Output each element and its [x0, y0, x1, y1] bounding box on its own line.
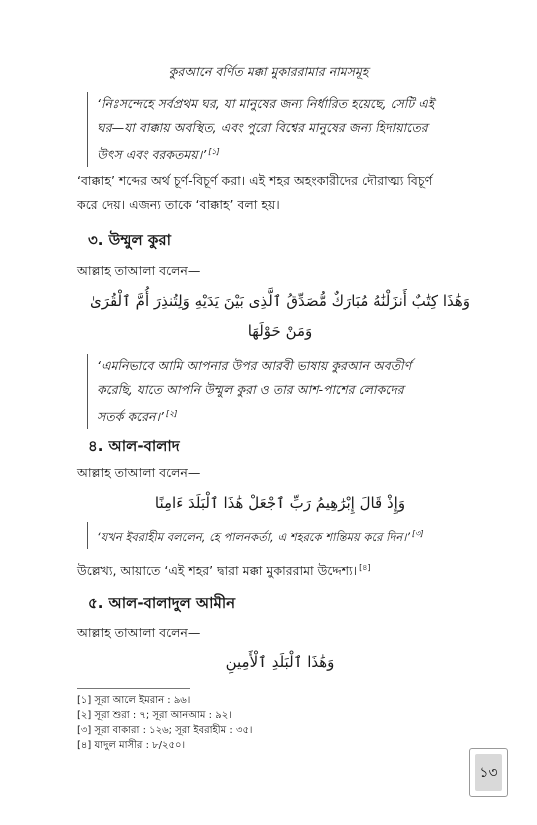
quote-line: উৎস এবং বরকতময়।’ [১]	[97, 147, 220, 163]
footnote-divider	[77, 688, 190, 689]
para-line: ‘বাক্কাহ’ শব্দের অর্থ চূর্ণ-বিচূর্ণ করা। এই শহর অহংকারীদের দৌরাত্ম্য বিচূর্ণ	[77, 173, 433, 188]
footnote-ref: [১]	[208, 147, 220, 156]
footnote: [১] সূরা আলে ইমরান : ৯৬।	[77, 695, 191, 706]
quote-line: করেছি, যাতে আপনি উম্মুল কুরা ও তার আশ-পাশের লোকদের	[97, 382, 404, 397]
section-heading-al-balad: ৪. আল-বালাদ	[88, 437, 180, 455]
quote-line: ‘নিঃসন্দেহে সর্বপ্রথম ঘর, যা মানুষের জন্য নির্ধারিত হয়েছে, সেটি এই	[97, 96, 435, 111]
paragraph-note: উল্লেখ্য, আয়াতে ‘এই শহর’ দ্বারা মক্কা মুকাররামা উদ্দেশ্য। [৪]	[77, 563, 371, 579]
paragraph-bakkah-meaning	[77, 169, 485, 217]
footnote: [৩] সূরা বাকারা : ১২৬; সূরা ইবরাহীম : ৩৫।	[77, 725, 253, 736]
footnote-ref: [৩]	[412, 529, 424, 538]
footnote: [২] সূরা শুরা : ৭; সূরা আনআম : ৯২।	[77, 710, 232, 721]
arabic-verse: وَهَٰذَا كِتَٰبٌ أَنزَلْنَٰهُ مُبَارَكٌ مُّصَدِّقُ ٱلَّذِى بَيْنَ يَدَيْهِ وَلِتُنذِرَ أُمَّ ٱلْقُرَىٰ	[89, 292, 471, 310]
quote-line: ঘর—যা বাক্কায় অবস্থিত, এবং পুরো বিশ্বের মানুষের জন্য হিদায়াতের	[97, 120, 428, 135]
section-heading-al-balad-ul-amin: ৫. আল-বালাদুল আমীন	[88, 594, 236, 612]
arabic-verse: وَإِذْ قَالَ إِبْرَٰهِيمُ رَبِّ ٱجْعَلْ هَٰذَا ٱلْبَلَدَ ءَامِنًا	[154, 494, 406, 512]
arabic-verse: وَهَٰذَا ٱلْبَلَدِ ٱلْأَمِينِ	[225, 653, 335, 671]
allah-says-label: আল্লাহ তাআলা বলেন—	[77, 465, 201, 480]
page-number: ১৩	[475, 754, 502, 791]
quote-line: ‘এমনিভাবে আমি আপনার উপর আরবী ভাষায় কুরআন অবতীর্ণ	[97, 358, 412, 373]
arabic-verse: وَمَنْ حَوْلَهَا	[247, 322, 313, 340]
running-header: কুরআনে বর্ণিত মক্কা মুকাররামার নামসমূহ	[168, 64, 369, 79]
footnote-ref: [৪]	[359, 563, 371, 572]
footnote: [৪] যাদুল মাসীর : ৮/২৫০।	[77, 740, 186, 751]
quote-umm-ul-qura	[87, 354, 492, 429]
section-heading-umm-ul-qura: ৩. উম্মুল কুরা	[88, 231, 171, 249]
allah-says-label: আল্লাহ তাআলা বলেন—	[77, 263, 201, 278]
footnote-ref: [২]	[165, 409, 178, 418]
page-number-box	[469, 748, 508, 797]
quote-al-balad	[87, 522, 492, 549]
quote-bakkah	[87, 92, 492, 167]
allah-says-label: আল্লাহ তাআলা বলেন—	[77, 625, 201, 640]
quote-line: ‘যখন ইবরাহীম বললেন, হে পালনকর্তা, এ শহরকে শান্তিময় করে দিন।’ [৩]	[97, 529, 424, 544]
quote-line: সতর্ক করেন।’ [২]	[97, 409, 178, 425]
para-line: করে দেয়। এজন্য তাকে ‘বাক্কাহ’ বলা হয়।	[77, 197, 280, 212]
